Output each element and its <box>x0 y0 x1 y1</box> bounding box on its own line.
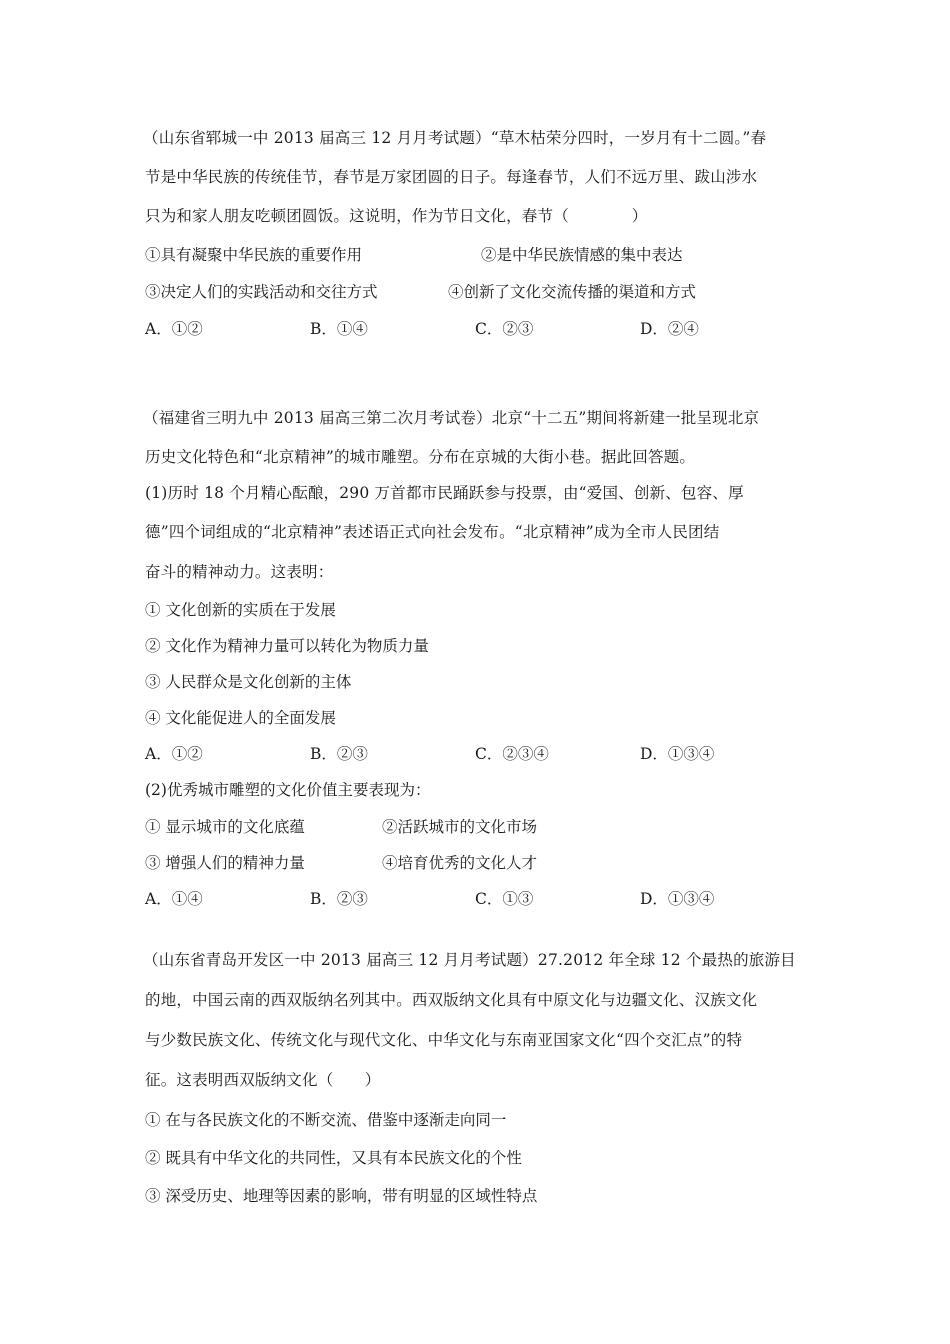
q1-item-1: ①具有凝聚中华民族的重要作用 <box>145 246 363 264</box>
q2-sub2-item-2: ②活跃城市的文化市场 <box>382 818 538 836</box>
q2-sub1-line-2: 德”四个词组成的“北京精神”表述语正式向社会发布。“北京精神”成为全市人民团结 <box>145 523 720 541</box>
q2-sub2-stem: (2)优秀城市雕塑的文化价值主要表现为： <box>145 781 431 799</box>
q2-sub1-item-3: ③ 人民群众是文化创新的主体 <box>145 673 352 691</box>
q2-sub1-choice-b: B．②③ <box>310 745 368 763</box>
q1-choice-d: D．②④ <box>640 320 699 338</box>
q3-item-1: ① 在与各民族文化的不断交流、借鉴中逐渐走向同一 <box>145 1111 507 1129</box>
q3-stem-line-4: 征。这表明西双版纳文化（ ） <box>145 1071 381 1089</box>
q2-sub2-choice-d: D．①③④ <box>640 890 715 908</box>
q2-sub1-choice-c: C．②③④ <box>475 745 549 763</box>
q2-sub1-item-1: ① 文化创新的实质在于发展 <box>145 601 336 619</box>
q3-item-2: ② 既具有中华文化的共同性，又具有本民族文化的个性 <box>145 1149 522 1167</box>
q1-choice-c: C．②③ <box>475 320 534 338</box>
q2-sub2-item-4: ④培育优秀的文化人才 <box>382 854 538 872</box>
q1-item-2: ②是中华民族情感的集中表达 <box>481 246 683 264</box>
q2-sub1-item-2: ② 文化作为精神力量可以转化为物质力量 <box>145 637 429 655</box>
q1-stem-line-1: （山东省郓城一中 2013 届高三 12 月月考试题）“草木枯荣分四时，一岁月有十二圆。”春 <box>143 129 767 147</box>
q1-item-4: ④创新了文化交流传播的渠道和方式 <box>448 283 697 301</box>
q3-item-3: ③ 深受历史、地理等因素的影响，带有明显的区域性特点 <box>145 1187 538 1205</box>
q2-sub1-item-4: ④ 文化能促进人的全面发展 <box>145 709 336 727</box>
q1-stem-line-2: 节是中华民族的传统佳节，春节是万家团圆的日子。每逢春节，人们不远万里、跋山涉水 <box>145 168 758 186</box>
q1-stem-line-3: 只为和家人朋友吃顿团圆饭。这说明，作为节日文化，春节（ ） <box>145 207 648 225</box>
q2-sub2-choice-a: A．①④ <box>145 890 203 908</box>
q1-item-3: ③决定人们的实践活动和交往方式 <box>145 283 378 301</box>
q2-sub2-choice-b: B．②③ <box>310 890 368 908</box>
q2-sub1-choice-d: D．①③④ <box>640 745 715 763</box>
q3-stem-line-2: 的地，中国云南的西双版纳名列其中。西双版纳文化具有中原文化与边疆文化、汉族文化 <box>145 991 758 1009</box>
q2-stem-line-2: 历史文化特色和“北京精神”的城市雕塑。分布在京城的大街小巷。据此回答题。 <box>145 448 696 466</box>
q1-choice-b: B．①④ <box>310 320 368 338</box>
q3-stem-line-1: （山东省青岛开发区一中 2013 届高三 12 月月考试题）27.2012 年全球 12 个最热的旅游目 <box>143 951 796 969</box>
q2-sub2-item-3: ③ 增强人们的精神力量 <box>145 854 305 872</box>
q2-sub2-choice-c: C．①③ <box>475 890 534 908</box>
q2-sub2-item-1: ① 显示城市的文化底蕴 <box>145 818 305 836</box>
q1-choice-a: A．①② <box>145 320 203 338</box>
q2-sub1-choice-a: A．①② <box>145 745 203 763</box>
q2-sub1-line-3: 奋斗的精神动力。这表明： <box>145 563 334 581</box>
q3-stem-line-3: 与少数民族文化、传统文化与现代文化、中华文化与东南亚国家文化“四个交汇点”的特 <box>145 1031 743 1049</box>
q2-stem-line-1: （福建省三明九中 2013 届高三第二次月考试卷）北京“十二五”期间将新建一批呈现北京 <box>143 409 760 427</box>
q2-sub1-line-1: (1)历时 18 个月精心酝酿，290 万首都市民踊跃参与投票，由“爱国、创新、包容、厚 <box>145 484 744 502</box>
